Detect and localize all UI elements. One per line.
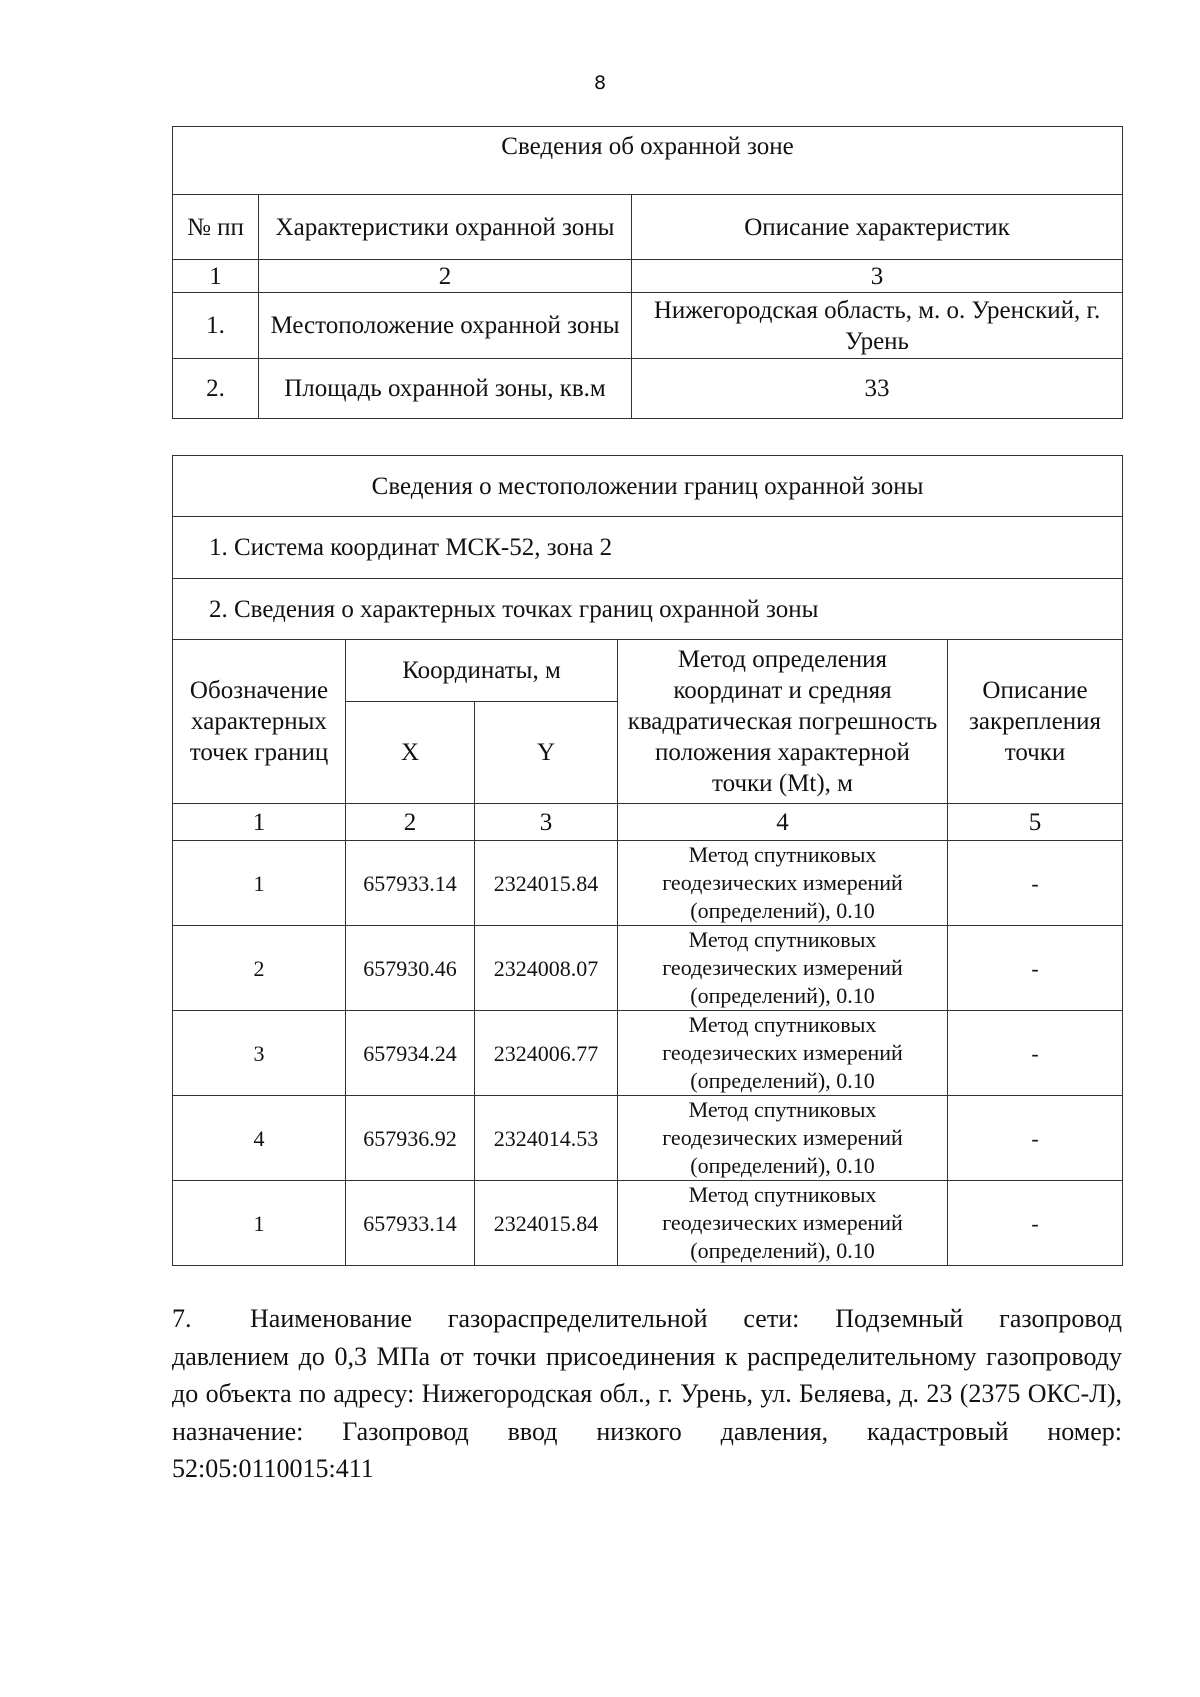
point-fixing: - [948, 841, 1123, 926]
column-number: 4 [618, 804, 948, 841]
row-number: 2. [173, 359, 259, 419]
protection-zone-title: Сведения об охранной зоне [173, 127, 1123, 195]
table-row [173, 1011, 1123, 1096]
table-row [173, 926, 1123, 1011]
point-x: 657934.24 [346, 1011, 475, 1096]
paragraph-number: 7. [172, 1304, 192, 1333]
point-y: 2324014.53 [475, 1096, 618, 1181]
table-row [173, 359, 1123, 419]
point-method: Метод спутниковых геодезических измерений (определений), 0.10 [618, 841, 948, 926]
boundary-info-title: Сведения о местоположении границ охранной зоны [173, 456, 1123, 517]
point-fixing: - [948, 1011, 1123, 1096]
boundary-points-table [172, 455, 1123, 1266]
point-method: Метод спутниковых геодезических измерений (определений), 0.10 [618, 1096, 948, 1181]
point-id: 4 [173, 1096, 346, 1181]
point-fixing: - [948, 1096, 1123, 1181]
point-y: 2324008.07 [475, 926, 618, 1011]
point-id: 1 [173, 1181, 346, 1266]
point-id: 1 [173, 841, 346, 926]
point-y: 2324015.84 [475, 1181, 618, 1266]
point-y: 2324006.77 [475, 1011, 618, 1096]
point-id: 3 [173, 1011, 346, 1096]
column-number: 1 [173, 260, 259, 293]
point-fixing: - [948, 926, 1123, 1011]
row-description: Нижегородская область, м. о. Уренский, г. Урень [632, 293, 1123, 359]
coordinate-system: 1. Система координат МСК-52, зона 2 [173, 517, 1123, 579]
row-number: 1. [173, 293, 259, 359]
header-description: Описание характеристик [632, 195, 1123, 260]
column-number: 2 [346, 804, 475, 841]
column-number: 5 [948, 804, 1123, 841]
page-number: 8 [593, 72, 607, 94]
boundary-points-title: 2. Сведения о характерных точках границ охранной зоны [173, 579, 1123, 640]
row-characteristic: Местоположение охранной зоны [259, 293, 632, 359]
column-number: 3 [475, 804, 618, 841]
table-row [173, 841, 1123, 926]
point-method: Метод спутниковых геодезических измерений (определений), 0.10 [618, 926, 948, 1011]
header-x: X [346, 702, 475, 804]
point-x: 657933.14 [346, 1181, 475, 1266]
table-row [173, 293, 1123, 359]
table-row [173, 1096, 1123, 1181]
point-id: 2 [173, 926, 346, 1011]
table-row [173, 1181, 1123, 1266]
point-y: 2324015.84 [475, 841, 618, 926]
header-coordinates: Координаты, м [346, 640, 618, 702]
paragraph-text: Наименование газораспределительной сети: Подземный газопровод давлением до 0,3 МПа от точки присоединения к распределительному газопроводу до объекта по адресу: Нижегородская обл., г. Урень, ул. Беляева, д. 23 (2375 ОКС-Л), назначение: Газопровод ввод низкого давления, кадастровый номер: 52:05:0110015:411 [172, 1304, 1122, 1483]
column-number: 3 [632, 260, 1123, 293]
point-x: 657930.46 [346, 926, 475, 1011]
point-method: Метод спутниковых геодезических измерений (определений), 0.10 [618, 1011, 948, 1096]
protection-zone-table [172, 126, 1123, 419]
column-number: 2 [259, 260, 632, 293]
row-characteristic: Площадь охранной зоны, кв.м [259, 359, 632, 419]
point-method: Метод спутниковых геодезических измерений (определений), 0.10 [618, 1181, 948, 1266]
point-x: 657936.92 [346, 1096, 475, 1181]
point-x: 657933.14 [346, 841, 475, 926]
header-y: Y [475, 702, 618, 804]
network-description-paragraph [172, 1300, 1122, 1488]
column-number: 1 [173, 804, 346, 841]
header-characteristics: Характеристики охранной зоны [259, 195, 632, 260]
header-method: Метод определения координат и средняя квадратическая погрешность положения характерной точки (Mt), м [618, 640, 948, 804]
header-designation: Обозначение характерных точек границ [173, 640, 346, 804]
point-fixing: - [948, 1181, 1123, 1266]
header-number: № пп [173, 195, 259, 260]
row-description: 33 [632, 359, 1123, 419]
header-fixing: Описание закрепления точки [948, 640, 1123, 804]
